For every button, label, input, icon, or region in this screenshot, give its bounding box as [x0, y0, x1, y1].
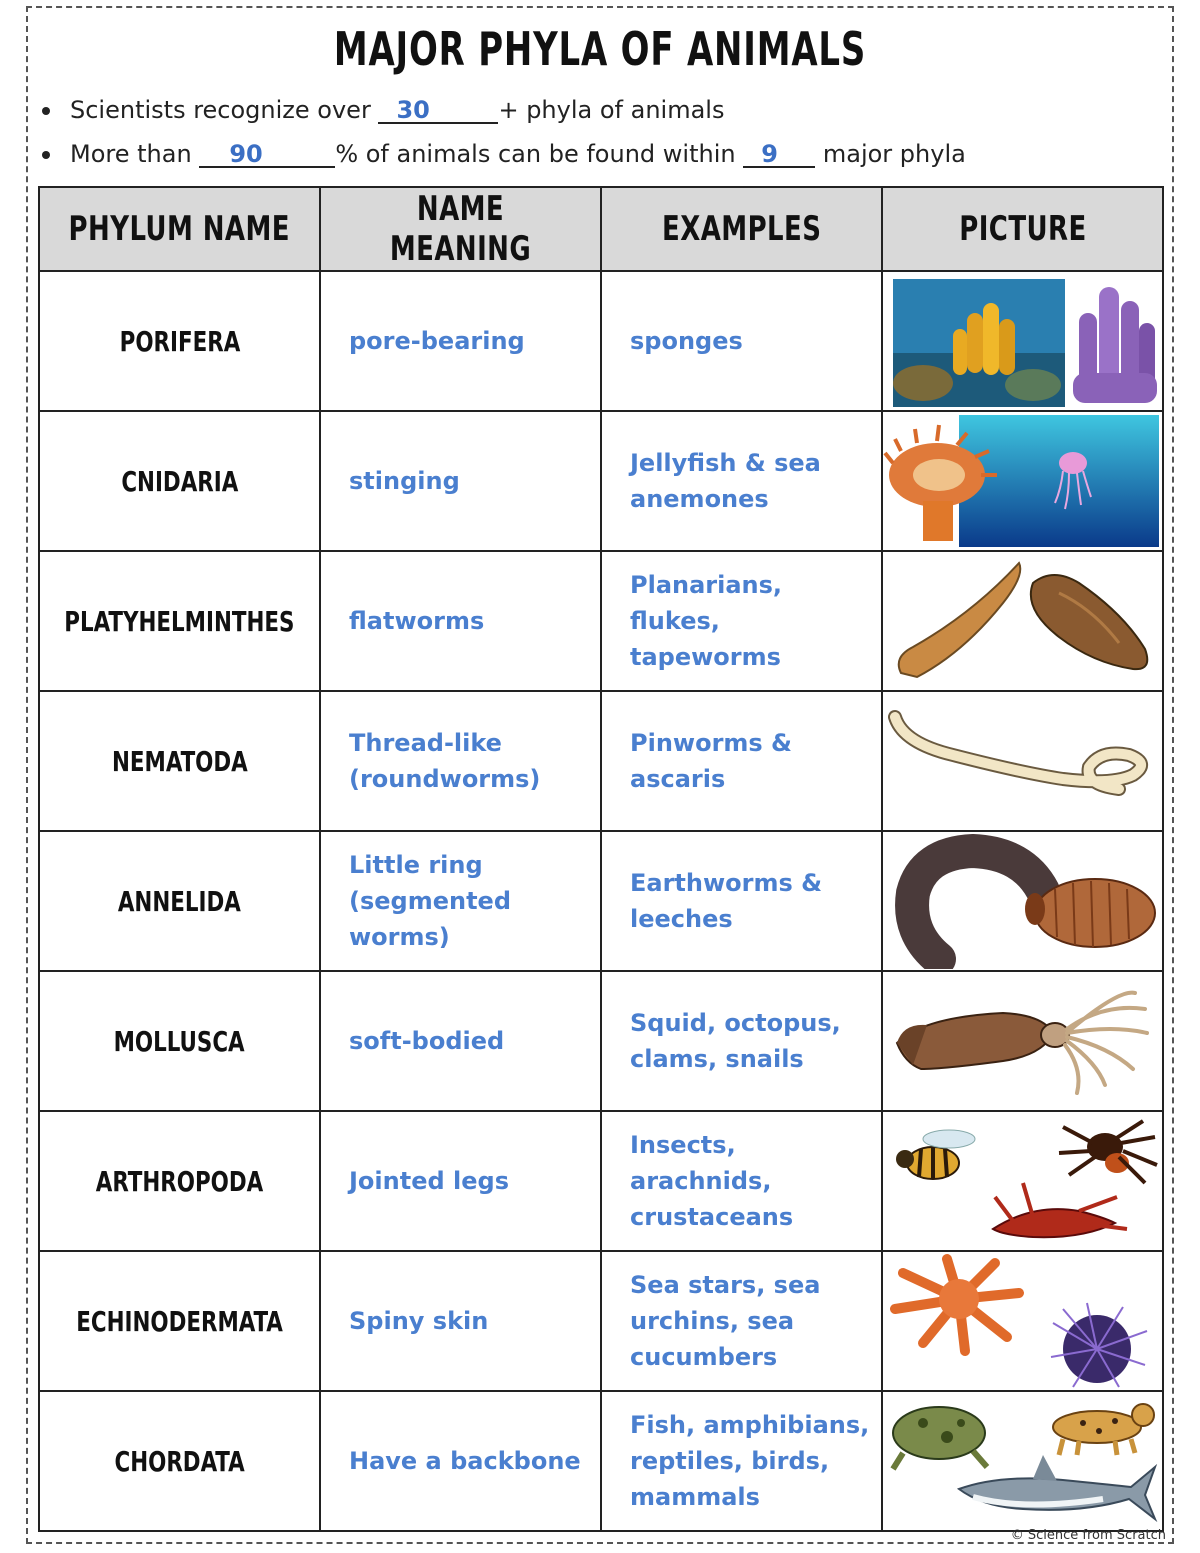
meaning-cell: Spiny skin [320, 1251, 601, 1391]
table-header-row [39, 187, 1163, 271]
header-name-meaning: NAME MEANING [320, 187, 601, 271]
meaning-cell: stinging [320, 411, 601, 551]
meaning-cell: Little ring (segmented worms) [320, 831, 601, 971]
blank-percent: 90 [199, 142, 335, 168]
phylum-cell: NEMATODA [39, 691, 320, 831]
squid-image [882, 971, 1163, 1111]
examples-cell: Squid, octopus, clams, snails [601, 971, 882, 1111]
examples-cell: Sea stars, sea urchins, sea cucumbers [601, 1251, 882, 1391]
frog-jaguar-shark-image [882, 1391, 1163, 1531]
flatworm-image [882, 551, 1163, 691]
bullet-major-phyla: More than 90 % of animals can be found within 9 major phyla [42, 140, 966, 168]
phylum-cell: CNIDARIA [39, 411, 320, 551]
table-row [39, 411, 1163, 551]
table-row [39, 691, 1163, 831]
examples-cell: Planarians, flukes, tapeworms [601, 551, 882, 691]
bee-spider-crayfish-image [882, 1111, 1163, 1251]
examples-cell: Insects, arachnids, crustaceans [601, 1111, 882, 1251]
phyla-table [38, 186, 1164, 1532]
meaning-cell: flatworms [320, 551, 601, 691]
meaning-cell: Have a backbone [320, 1391, 601, 1531]
meaning-cell: pore-bearing [320, 271, 601, 411]
meaning-cell: soft-bodied [320, 971, 601, 1111]
examples-cell: sponges [601, 271, 882, 411]
starfish-urchin-image [882, 1251, 1163, 1391]
table-row [39, 1111, 1163, 1251]
header-picture: PICTURE [882, 187, 1163, 271]
phylum-cell: MOLLUSCA [39, 971, 320, 1111]
phylum-cell: CHORDATA [39, 1391, 320, 1531]
examples-cell: Pinworms & ascaris [601, 691, 882, 831]
meaning-cell: Jointed legs [320, 1111, 601, 1251]
header-phylum-name: PHYLUM NAME [39, 187, 320, 271]
blank-major-count: 9 [743, 142, 815, 168]
earthworm-leech-image [882, 831, 1163, 971]
phylum-cell: ECHINODERMATA [39, 1251, 320, 1391]
examples-cell: Jellyfish & sea anemones [601, 411, 882, 551]
phylum-cell: ARTHROPODA [39, 1111, 320, 1251]
blank-phyla-count: 30 [378, 98, 498, 124]
table-row [39, 971, 1163, 1111]
roundworm-image [882, 691, 1163, 831]
table-row [39, 1251, 1163, 1391]
table-row [39, 831, 1163, 971]
table-row [39, 551, 1163, 691]
phylum-cell: PLATYHELMINTHES [39, 551, 320, 691]
examples-cell: Earthworms & leeches [601, 831, 882, 971]
copyright-footer: © Science from Scratch [1010, 1528, 1166, 1543]
header-examples: EXAMPLES [601, 187, 882, 271]
bullet-phyla-count: Scientists recognize over 30 + phyla of animals [42, 96, 724, 124]
table-row [39, 271, 1163, 411]
bullet-dot [42, 107, 50, 115]
examples-cell: Fish, amphibians, reptiles, birds, mammals [601, 1391, 882, 1531]
sponge-image [882, 271, 1163, 411]
meaning-cell: Thread-like (roundworms) [320, 691, 601, 831]
phylum-cell: PORIFERA [39, 271, 320, 411]
phylum-cell: ANNELIDA [39, 831, 320, 971]
jellyfish-anemone-image [882, 411, 1163, 551]
table-row [39, 1391, 1163, 1531]
page-title: MAJOR PHYLA OF ANIMALS [333, 22, 867, 76]
bullet-dot [42, 151, 50, 159]
